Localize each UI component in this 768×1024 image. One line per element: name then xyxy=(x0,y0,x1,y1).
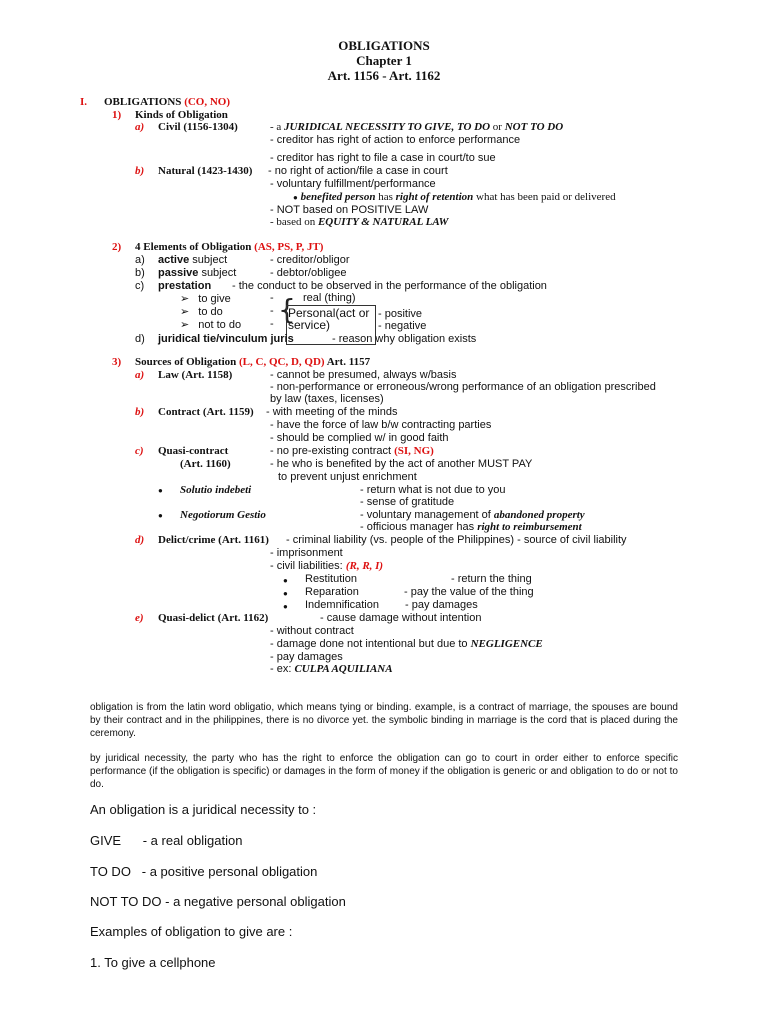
prestation-dash: - xyxy=(270,318,274,330)
retention-post: what has been paid or delivered xyxy=(476,191,616,203)
delict-label: Delict/crime (Art. 1161) xyxy=(158,534,269,546)
element-d-label: juridical tie/vinculum juris xyxy=(158,333,294,345)
retention-mid: has xyxy=(378,191,393,203)
delict-line-3 xyxy=(270,560,383,572)
quasi-line-2: - he who is benefited by the act of another MUST PAY xyxy=(270,458,533,470)
prestation-negative: - negative xyxy=(378,320,427,332)
elements-title-text: 4 Elements of Obligation xyxy=(135,241,252,253)
contract-line-2: - have the force of law b/w contracting parties xyxy=(270,419,492,431)
section-title xyxy=(104,96,230,108)
element-a-rest: subject xyxy=(192,254,228,266)
summary-give: GIVE - a real obligation xyxy=(90,833,243,848)
solutio-bullet-icon: ● xyxy=(158,486,163,495)
quasidelict-l4-pre: - ex: xyxy=(270,663,292,675)
element-c-desc: - the conduct to be observed in the performance of the obligation xyxy=(232,280,547,292)
negotiorum-d2-bold: right to reimbursement xyxy=(477,521,582,533)
doc-title: OBLIGATIONS xyxy=(338,38,430,53)
section-title-text: OBLIGATIONS xyxy=(104,96,182,108)
natural-l5-pre: - based on xyxy=(270,216,316,228)
sources-mnemonic: (L, C, QC, D, QD) xyxy=(239,356,325,368)
negotiorum-d1-bold: abandoned property xyxy=(493,509,585,521)
elements-title xyxy=(135,241,323,253)
quasi-l1-pre: - no pre-existing contract xyxy=(270,445,392,457)
indemnification-bullet-icon: ● xyxy=(283,602,288,611)
prestation-positive: - positive xyxy=(378,308,423,320)
quasi-l1-red: (SI, NG) xyxy=(394,445,434,457)
brace-icon: { xyxy=(278,293,296,326)
arrow-right-icon: ➢ xyxy=(180,293,190,305)
law-letter: a) xyxy=(135,369,145,381)
natural-label: Natural (1423-1430) xyxy=(158,165,253,177)
element-b-desc: - debtor/obligee xyxy=(270,267,347,279)
bullet-icon: ● xyxy=(293,193,298,202)
prestation-dash: - xyxy=(270,305,274,317)
solutio-desc-2: - sense of gratitude xyxy=(360,496,455,508)
civil-line-2: - creditor has right of action to enforce performance xyxy=(270,134,521,146)
element-a-label xyxy=(158,254,227,266)
reparation-bullet-icon: ● xyxy=(283,589,288,598)
quasidelict-l2-bold: NEGLIGENCE xyxy=(470,638,543,650)
arrow-right-icon: ➢ xyxy=(180,319,190,331)
law-line-2: - non-performance or erroneous/wrong performance of an obligation prescribed xyxy=(270,381,656,393)
prestation-label: not to do xyxy=(198,319,242,331)
quasidelict-line-4 xyxy=(270,663,393,675)
summary-examples: Examples of obligation to give are : xyxy=(90,924,293,939)
sources-title-text: Sources of Obligation xyxy=(135,356,237,368)
element-d-letter: d) xyxy=(135,333,145,345)
summary-example-1: 1. To give a cellphone xyxy=(90,955,216,970)
element-b-letter: b) xyxy=(135,267,145,279)
civil-def-not: NOT TO DO xyxy=(504,121,564,133)
quasidelict-letter: e) xyxy=(135,612,144,624)
quasidelict-line-0: - cause damage without intention xyxy=(320,612,482,624)
quasi-letter: c) xyxy=(135,445,144,457)
delict-letter: d) xyxy=(135,534,145,546)
prestation-label: to give xyxy=(198,293,231,305)
element-b-rest: subject xyxy=(201,267,237,279)
natural-letter: b) xyxy=(135,165,145,177)
kinds-title: Kinds of Obligation xyxy=(135,109,228,121)
element-c-label: prestation xyxy=(158,280,212,292)
negotiorum-desc-2 xyxy=(360,521,582,533)
prestation-item-give xyxy=(180,292,231,305)
retention-pre: benefited person xyxy=(300,191,376,203)
civil-def-pre: - a xyxy=(270,121,282,133)
delict-l3-pre: - civil liabilities: xyxy=(270,560,343,572)
sources-number: 3) xyxy=(112,356,122,368)
contract-line-3: - should be complied w/ in good faith xyxy=(270,432,449,444)
element-b-bold: passive xyxy=(158,267,199,279)
negotiorum-label: Negotiorum Gestio xyxy=(180,509,266,521)
restitution-label: Restitution xyxy=(305,573,357,585)
natural-line-1: - no right of action/file a case in court xyxy=(268,165,448,177)
restitution-desc: - return the thing xyxy=(451,573,532,585)
prestation-real: real (thing) xyxy=(303,292,356,304)
kinds-number: 1) xyxy=(112,109,122,121)
negotiorum-d2-pre: - officious manager has xyxy=(360,521,475,533)
natural-l5-eq: EQUITY & NATURAL LAW xyxy=(317,216,449,228)
quasidelict-line-2 xyxy=(270,638,543,650)
element-a-bold: active xyxy=(158,254,190,266)
element-c-letter: c) xyxy=(135,280,145,292)
arrow-right-icon: ➢ xyxy=(180,306,190,318)
summary-not-to-do: NOT TO DO - a negative personal obligation xyxy=(90,894,346,909)
reparation-label: Reparation xyxy=(305,586,359,598)
civil-line-3: - creditor has right to file a case in court/to sue xyxy=(270,152,496,164)
civil-def-or: or xyxy=(492,121,502,133)
law-line-1: - cannot be presumed, always w/basis xyxy=(270,369,457,381)
summary-intro: An obligation is a juridical necessity to : xyxy=(90,802,317,817)
contract-line-1: - with meeting of the minds xyxy=(266,406,398,418)
civil-definition xyxy=(270,121,563,133)
quasi-label: Quasi-contract xyxy=(158,445,229,457)
natural-line-5 xyxy=(270,216,448,228)
indemnification-desc: - pay damages xyxy=(405,599,478,611)
quasidelict-line-1: - without contract xyxy=(270,625,354,637)
indemnification-label: Indemnification xyxy=(305,599,379,611)
quasi-article: (Art. 1160) xyxy=(180,458,231,470)
negotiorum-bullet-icon: ● xyxy=(158,511,163,520)
civil-label: Civil (1156-1304) xyxy=(158,121,238,133)
paragraph-juridical-necessity: by juridical necessity, the party who has the right to enforce the obligation can go to court in order either to enforce specific performance (if the obligation is specific) or damages in the form of money if the obligation is generic or and obligation to do or not to do. xyxy=(90,753,678,790)
elements-number: 2) xyxy=(112,241,122,253)
element-a-letter: a) xyxy=(135,254,145,266)
quasidelict-l4-bold: CULPA AQUILIANA xyxy=(294,663,393,675)
quasidelict-l2-pre: - damage done not intentional but due to xyxy=(270,638,468,650)
element-a-desc: - creditor/obligor xyxy=(270,254,350,266)
law-label: Law (Art. 1158) xyxy=(158,369,233,381)
sources-title xyxy=(135,356,370,368)
solutio-desc-1: - return what is not due to you xyxy=(360,484,506,496)
articles-heading: Art. 1156 - Art. 1162 xyxy=(327,68,441,83)
delict-l3-red: (R, R, I) xyxy=(345,560,384,572)
prestation-item-not-do xyxy=(180,318,241,331)
personal-box: Personal(act or service) xyxy=(286,305,376,345)
element-d-desc: - reason why obligation exists xyxy=(332,333,477,345)
sources-article: Art. 1157 xyxy=(326,356,371,368)
solutio-label: Solutio indebeti xyxy=(180,484,252,496)
quasi-line-1 xyxy=(270,445,434,457)
prestation-item-do xyxy=(180,305,223,318)
negotiorum-desc-1 xyxy=(360,509,585,521)
prestation-dash: - xyxy=(270,292,274,304)
retention-right: right of retention xyxy=(395,191,474,203)
element-b-label xyxy=(158,267,236,279)
quasidelict-label: Quasi-delict (Art. 1162) xyxy=(158,612,269,624)
chapter-heading: Chapter 1 xyxy=(356,53,412,68)
delict-line-1: - criminal liability (vs. people of the Philippines) - source of civil liability xyxy=(286,534,627,546)
restitution-bullet-icon: ● xyxy=(283,576,288,585)
natural-line-2: - voluntary fulfillment/performance xyxy=(270,178,436,190)
summary-to-do: TO DO - a positive personal obligation xyxy=(90,864,318,879)
reparation-desc: - pay the value of the thing xyxy=(404,586,534,598)
civil-letter: a) xyxy=(135,121,145,133)
retention-bullet-line xyxy=(293,191,616,203)
elements-mnemonic: (AS, PS, P, JT) xyxy=(254,241,324,253)
paragraph-obligatio: obligation is from the latin word obligatio, which means tying or binding. example, is a contract of marriage, the spouses are bound by their contract and in the philippines, there is no divorce yet. the symbolic binding in marriage is the cord that is placed during the ceremony. xyxy=(90,702,678,739)
civil-def-give: JURIDICAL NECESSITY TO GIVE xyxy=(284,121,452,133)
section-mnemonic: (CO, NO) xyxy=(184,96,231,108)
prestation-label: to do xyxy=(198,306,223,318)
contract-letter: b) xyxy=(135,406,145,418)
civil-def-todo: , TO DO xyxy=(451,121,491,133)
quasidelict-line-3: - pay damages xyxy=(270,651,343,663)
natural-line-4: - NOT based on POSITIVE LAW xyxy=(270,204,429,216)
quasi-line-3: to prevent unjust enrichment xyxy=(278,471,417,483)
negotiorum-d1-pre: - voluntary management of xyxy=(360,509,491,521)
law-line-3: by law (taxes, licenses) xyxy=(270,393,384,405)
contract-label: Contract (Art. 1159) xyxy=(158,406,254,418)
delict-line-2: - imprisonment xyxy=(270,547,343,559)
section-number: I. xyxy=(80,96,88,108)
